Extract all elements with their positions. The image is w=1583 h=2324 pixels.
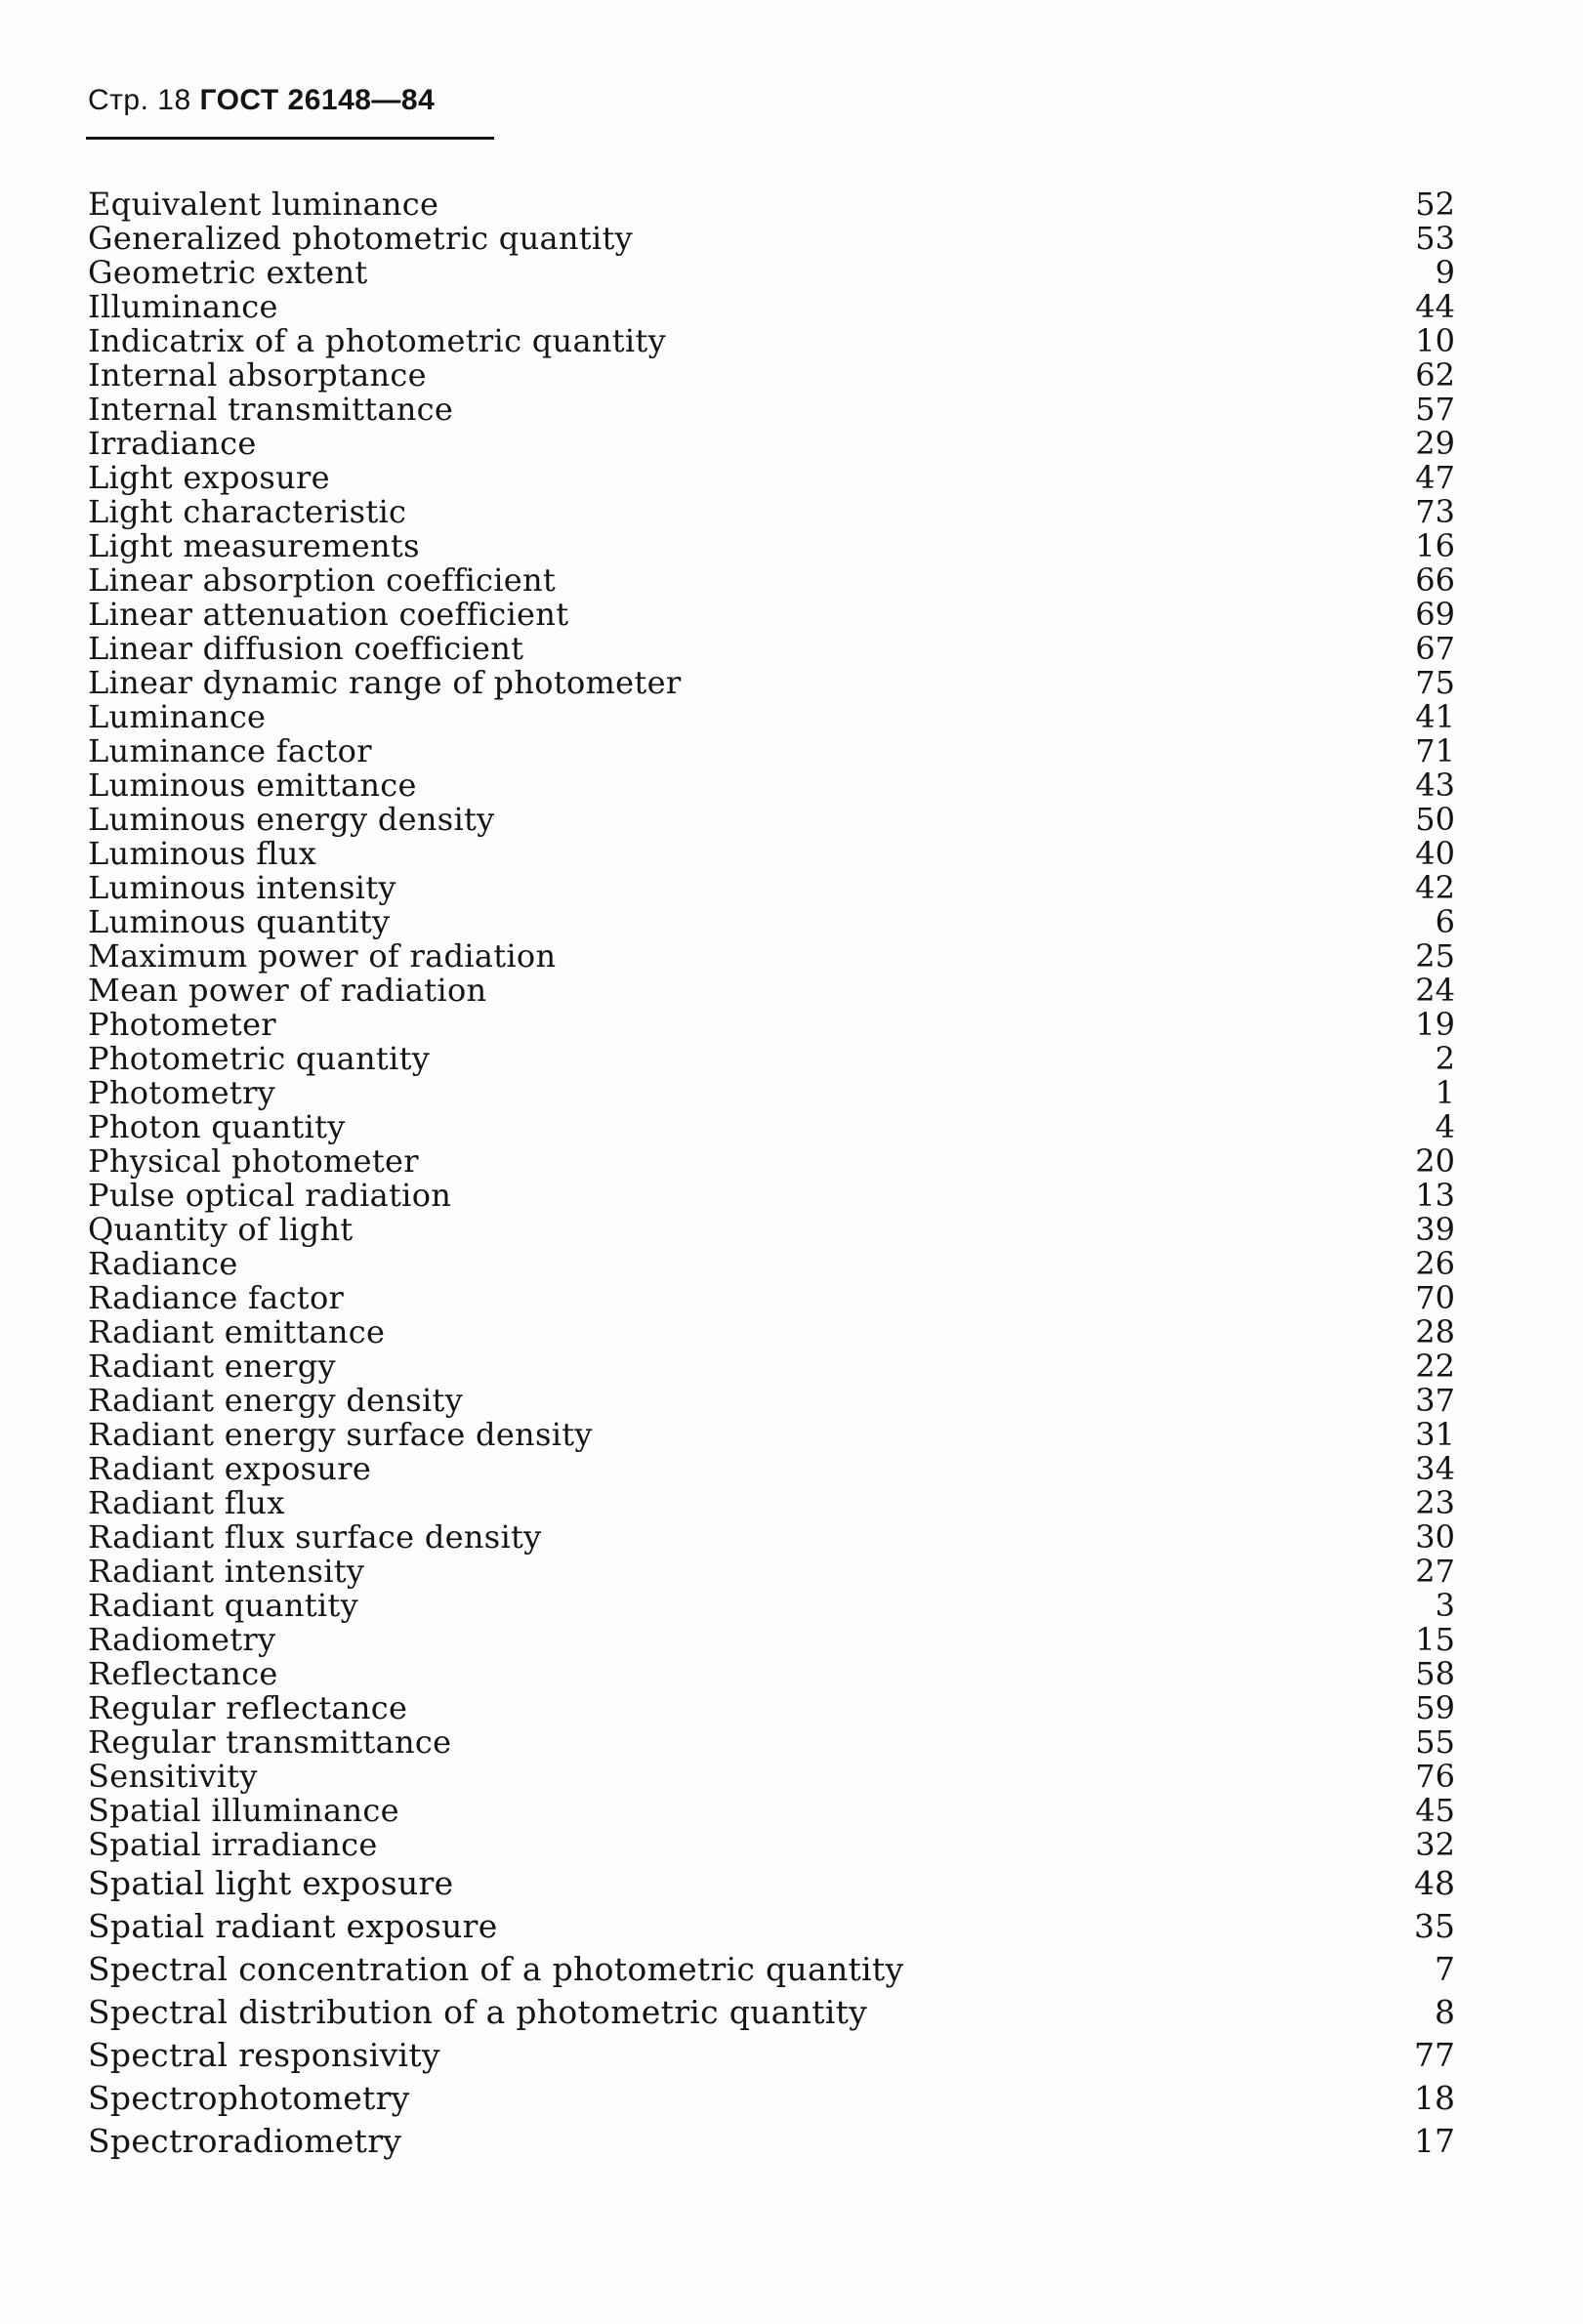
index-number: 41 [1415,698,1455,735]
index-number: 20 [1415,1142,1455,1180]
index-number: 52 [1415,186,1455,223]
index-term: Spectral distribution of a photometric quantity [88,1993,868,2031]
index-row [88,837,1455,871]
index-row [88,256,1455,290]
term-index-list [88,187,1455,2163]
index-number: 37 [1415,1382,1455,1419]
index-number: 73 [1415,493,1455,530]
index-term: Luminous emittance [88,767,417,804]
index-number: 31 [1415,1416,1455,1453]
index-row [88,1991,1455,2034]
index-number: 45 [1415,1792,1455,1829]
index-term: Radiant energy density [88,1382,464,1419]
index-term: Physical photometer [88,1142,419,1180]
index-number: 8 [1435,1993,1455,2031]
index-row [88,1520,1455,1555]
index-term: Regular transmittance [88,1723,452,1761]
index-term: Radiant emittance [88,1313,386,1350]
index-term: Spatial light exposure [88,1864,454,1902]
index-row [88,1213,1455,1247]
index-number: 53 [1415,220,1455,257]
index-number: 29 [1415,425,1455,462]
index-row [88,666,1455,700]
index-number: 71 [1415,732,1455,769]
index-row [88,905,1455,939]
index-number: 66 [1415,561,1455,599]
index-term: Internal transmittance [88,391,454,428]
index-term: Radiant energy surface density [88,1416,593,1453]
index-number: 17 [1414,2122,1455,2160]
index-number: 59 [1415,1689,1455,1726]
index-row [88,1418,1455,1452]
index-term: Light exposure [88,459,330,496]
index-row [88,461,1455,495]
index-number: 50 [1415,801,1455,838]
index-term: Mean power of radiation [88,972,487,1009]
index-number: 10 [1415,322,1455,359]
index-term: Geometric extent [88,254,368,291]
index-row [88,1110,1455,1144]
index-term: Luminous intensity [88,869,396,906]
index-number: 75 [1415,664,1455,701]
index-term: Luminance factor [88,732,372,769]
index-number: 40 [1415,835,1455,872]
index-term: Radiometry [88,1621,276,1658]
index-row [88,324,1455,358]
index-row [88,2034,1455,2077]
index-number: 19 [1415,1006,1455,1043]
index-row [88,495,1455,529]
index-term: Spectroradiometry [88,2122,402,2160]
index-row [88,734,1455,768]
index-term: Luminous energy density [88,801,495,838]
index-number: 26 [1415,1245,1455,1282]
index-number: 76 [1415,1758,1455,1795]
index-term: Internal absorptance [88,356,427,394]
standard-designation: ГОСТ 26148—84 [199,84,436,116]
index-row [88,1828,1455,1862]
index-term: Luminance [88,698,267,735]
index-row [88,1623,1455,1657]
index-row [88,529,1455,563]
index-term: Photometry [88,1074,276,1111]
index-term: Photometric quantity [88,1040,431,1077]
index-term: Spectrophotometry [88,2079,410,2117]
index-term: Pulse optical radiation [88,1177,452,1214]
index-row [88,1042,1455,1076]
index-term: Luminous flux [88,835,317,872]
index-row [88,768,1455,803]
index-term: Radiant exposure [88,1450,372,1487]
index-term: Spectral concentration of a photometric quantity [88,1950,904,1988]
index-row [88,1247,1455,1281]
index-term: Linear dynamic range of photometer [88,664,682,701]
index-number: 57 [1415,391,1455,428]
index-number: 3 [1435,1587,1455,1624]
index-row [88,2077,1455,2120]
index-number: 27 [1415,1553,1455,1590]
index-term: Linear attenuation coefficient [88,596,569,633]
index-term: Equivalent luminance [88,186,439,223]
index-number: 44 [1415,288,1455,325]
index-row [88,222,1455,256]
index-number: 23 [1415,1484,1455,1521]
index-number: 30 [1415,1518,1455,1556]
index-row [88,974,1455,1008]
index-row [88,1589,1455,1623]
index-row [88,563,1455,598]
index-term: Spatial radiant exposure [88,1907,498,1945]
index-term: Radiance factor [88,1279,345,1316]
index-row [88,1179,1455,1213]
index-term: Radiance [88,1245,238,1282]
index-term: Indicatrix of a photometric quantity [88,322,666,359]
index-term: Luminous quantity [88,903,391,940]
index-row [88,358,1455,393]
index-row [88,1905,1455,1948]
index-term: Radiant energy [88,1348,336,1385]
index-row [88,1486,1455,1520]
index-row [88,1948,1455,1991]
index-number: 24 [1415,972,1455,1009]
index-number: 47 [1415,459,1455,496]
index-number: 2 [1435,1040,1455,1077]
index-number: 22 [1415,1348,1455,1385]
page-number-label: Стр. 18 [88,84,191,116]
index-row [88,290,1455,324]
index-term: Radiant quantity [88,1587,358,1624]
index-row [88,939,1455,974]
index-number: 28 [1415,1313,1455,1350]
index-number: 15 [1415,1621,1455,1658]
index-row [88,803,1455,837]
index-row [88,427,1455,461]
index-term: Radiant flux surface density [88,1518,542,1556]
index-number: 18 [1414,2079,1455,2117]
index-number: 62 [1415,356,1455,394]
index-row [88,632,1455,666]
index-row [88,1691,1455,1725]
index-term: Radiant intensity [88,1553,365,1590]
index-row [88,187,1455,222]
index-term: Photometer [88,1006,276,1043]
index-row [88,598,1455,632]
index-number: 32 [1415,1826,1455,1863]
index-number: 67 [1415,630,1455,667]
index-term: Reflectance [88,1655,278,1692]
index-number: 25 [1415,937,1455,975]
index-term: Maximum power of radiation [88,937,557,975]
index-number: 55 [1415,1723,1455,1761]
index-row [88,1008,1455,1042]
header-rule [86,137,494,140]
index-number: 43 [1415,767,1455,804]
index-term: Linear diffusion coefficient [88,630,524,667]
index-number: 9 [1435,254,1455,291]
index-term: Illuminance [88,288,278,325]
index-row [88,1384,1455,1418]
index-number: 13 [1415,1177,1455,1214]
index-number: 70 [1415,1279,1455,1316]
index-row [88,1452,1455,1486]
index-number: 34 [1415,1450,1455,1487]
index-row [88,1281,1455,1315]
index-row [88,1794,1455,1828]
index-row [88,1144,1455,1179]
index-row [88,1555,1455,1589]
index-number: 39 [1415,1211,1455,1248]
index-number: 7 [1435,1950,1455,1988]
index-term: Linear absorption coefficient [88,561,557,599]
index-row [88,393,1455,427]
index-row [88,2120,1455,2163]
index-row [88,1076,1455,1110]
index-term: Irradiance [88,425,257,462]
index-term: Photon quantity [88,1108,346,1145]
index-number: 6 [1435,903,1455,940]
index-row [88,1725,1455,1760]
index-term: Spectral responsivity [88,2036,440,2074]
index-row [88,1315,1455,1349]
index-term: Radiant flux [88,1484,285,1521]
index-row [88,1657,1455,1691]
index-number: 16 [1415,527,1455,564]
index-term: Quantity of light [88,1211,354,1248]
index-number: 42 [1415,869,1455,906]
index-number: 77 [1414,2036,1455,2074]
index-term: Sensitivity [88,1758,258,1795]
index-row [88,1862,1455,1905]
index-term: Light measurements [88,527,420,564]
index-term: Generalized photometric quantity [88,220,634,257]
index-number: 48 [1414,1864,1455,1902]
index-term: Light characteristic [88,493,407,530]
index-row [88,700,1455,734]
index-row [88,1760,1455,1794]
page-header [88,84,435,117]
index-term: Spatial illuminance [88,1792,399,1829]
index-number: 58 [1415,1655,1455,1692]
index-row [88,1349,1455,1384]
index-row [88,871,1455,905]
index-term: Spatial irradiance [88,1826,378,1863]
index-term: Regular reflectance [88,1689,408,1726]
index-number: 4 [1435,1108,1455,1145]
index-number: 1 [1435,1074,1455,1111]
index-number: 35 [1414,1907,1455,1945]
index-number: 69 [1415,596,1455,633]
